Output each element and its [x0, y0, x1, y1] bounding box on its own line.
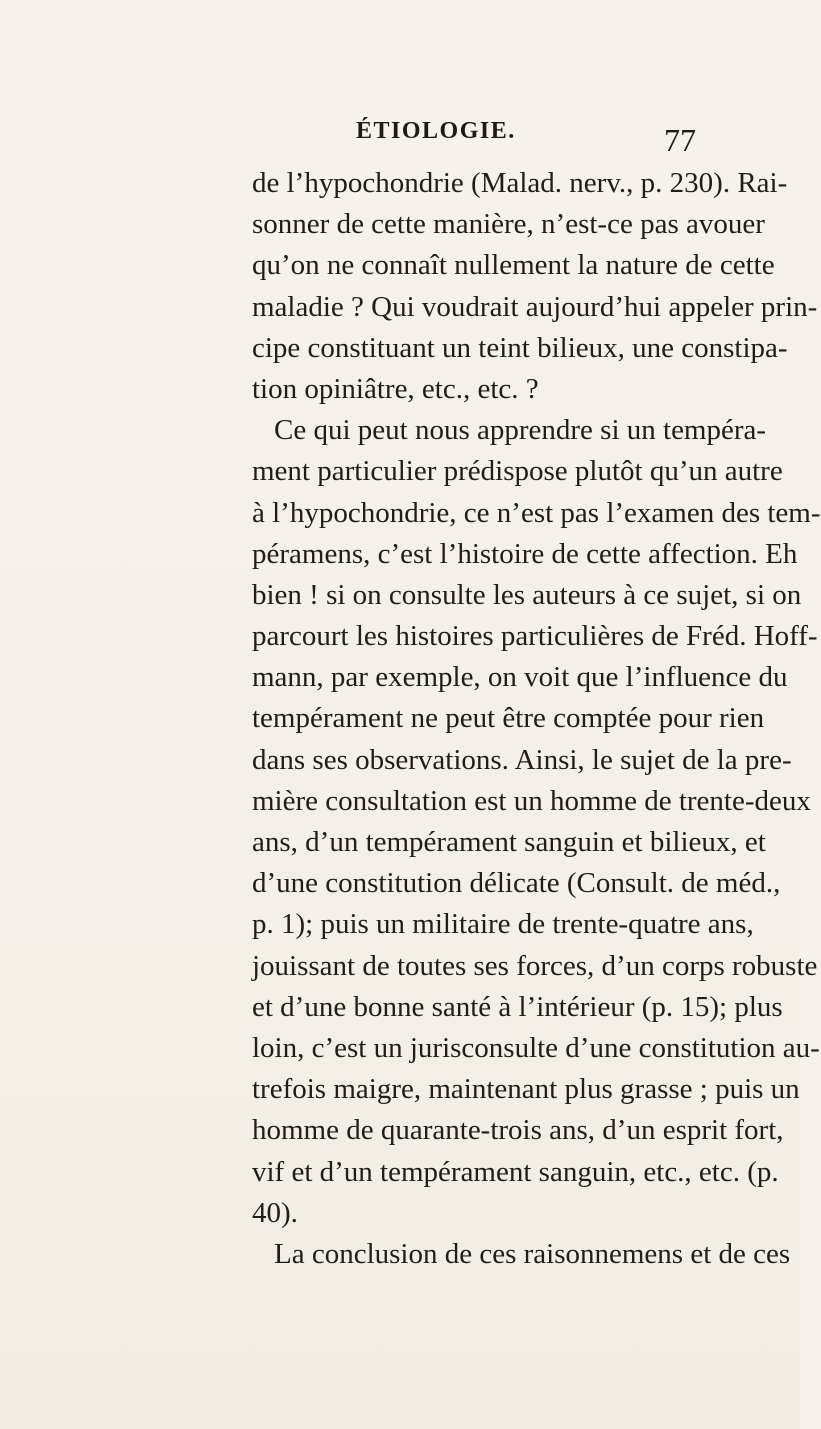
text-line: La conclusion de ces raisonnemens et de ces: [274, 1237, 791, 1270]
text-line: ans, d’un tempérament sanguin et bilieux, et: [252, 826, 766, 858]
text-line: à l’hypochondrie, ce n’est pas l’examen des tem-: [252, 496, 821, 529]
text-line: de l’hypochondrie (Malad. nerv., p. 230). Rai-: [252, 167, 788, 199]
text-line: Ce qui peut nous apprendre si un tempéra-: [274, 414, 767, 447]
text-line: péramens, c’est l’histoire de cette affection. Eh: [252, 537, 798, 570]
body-text: [252, 163, 821, 1275]
text-line: d’une constitution délicate (Consult. de méd.,: [252, 867, 781, 900]
text-line: dans ses observations. Ainsi, le sujet de la pre-: [252, 743, 792, 776]
text-line: mann, par exemple, on voit que l’influence du: [252, 661, 788, 694]
page-number: 77: [664, 122, 696, 158]
text-line: trefois maigre, maintenant plus grasse ; puis un: [252, 1073, 800, 1106]
text-line: cipe constituant un teint bilieux, une constipa-: [252, 331, 788, 364]
text-line: mière consultation est un homme de trente-deux: [252, 784, 811, 817]
text-line: loin, c’est un jurisconsulte d’une constitution au-: [252, 1031, 820, 1064]
text-line: ment particulier prédispose plutôt qu’un autre: [252, 455, 783, 488]
text-line: vif et d’un tempérament sanguin, etc., etc. (p.: [252, 1155, 779, 1188]
text-line: maladie ? Qui voudrait aujourd’hui appeler prin-: [252, 290, 818, 323]
text-line: sonner de cette manière, n’est-ce pas avouer: [252, 208, 765, 241]
running-head: ÉTIOLOGIE.: [356, 118, 516, 144]
text-line: bien ! si on consulte les auteurs à ce sujet, si on: [252, 578, 802, 611]
text-line: 40).: [252, 1196, 298, 1229]
text-line: et d’une bonne santé à l’intérieur (p. 15); plus: [252, 990, 783, 1023]
text-line: qu’on ne connaît nullement la nature de cette: [252, 249, 775, 282]
text-line: tion opiniâtre, etc., etc. ?: [252, 372, 539, 405]
text-line: tempérament ne peut être comptée pour rien: [252, 702, 765, 735]
page-header: [0, 118, 800, 158]
text-line: homme de quarante-trois ans, d’un esprit fort,: [252, 1114, 784, 1147]
text-line: jouissant de toutes ses forces, d’un corps robuste: [252, 949, 818, 982]
text-line: parcourt les histoires particulières de Fréd. Hoff-: [252, 620, 818, 653]
text-line: p. 1); puis un militaire de trente-quatre ans,: [252, 908, 754, 941]
